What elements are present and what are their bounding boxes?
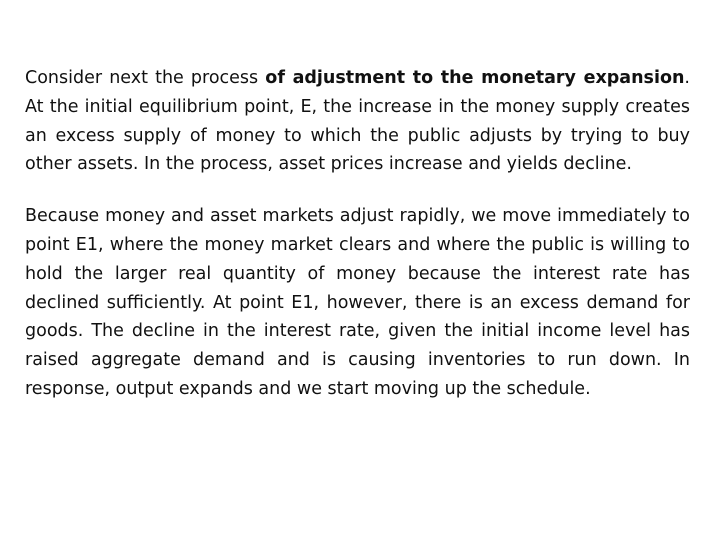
paragraph-adjustment [25,64,690,179]
paragraph-1-lead: Consider next the process [25,68,266,88]
paragraph-market-adjustment: Because money and asset markets adjust rapidly, we move immediately to point E1, where the money market clears and where the public is willing to hold the larger real quantity of money because the interest rate has declined sufficiently. At point E1, however, there is an excess demand for goods. The decline in the interest rate, given the initial income level has raised aggregate demand and is causing inventories to run down. In response, output expands and we start moving up the schedule. [25,206,690,399]
paragraph-1-bold-phrase: of adjustment to the monetary expansion [265,68,685,88]
paragraph-1-rest: . At the initial equilibrium point, E, the increase in the money supply creates an excess supply of money to which the public adjusts by trying to buy other assets. In the process, asset prices increase and yields decline. [25,68,690,175]
